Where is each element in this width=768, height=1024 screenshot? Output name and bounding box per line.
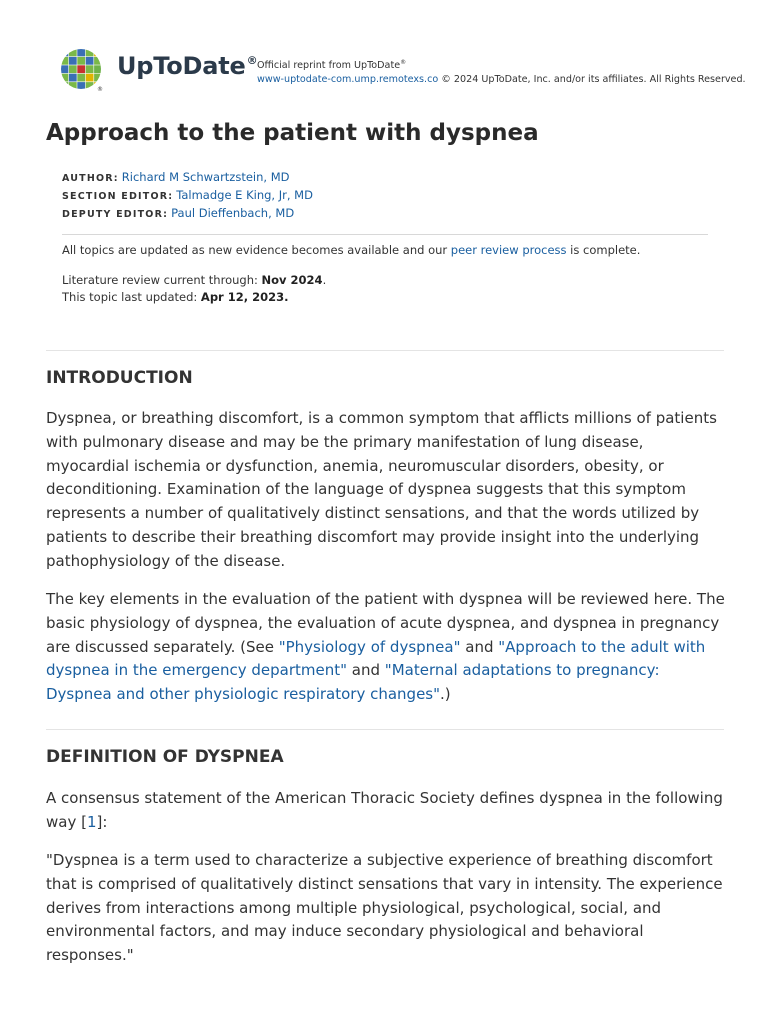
introduction-paragraph-2: [46, 588, 726, 707]
reference-1-link[interactable]: 1: [86, 812, 97, 831]
uptodate-logo-icon: [60, 48, 104, 92]
logo-tile: [77, 82, 85, 90]
logo-tile: [77, 57, 85, 65]
logo-tile: [86, 65, 94, 73]
logo-tile: [77, 49, 85, 57]
emergency-dyspnea-link[interactable]: "Approach to the adult with dyspnea in the emergency department": [46, 637, 706, 680]
logo-tile: [69, 49, 77, 57]
literature-review-line: [62, 272, 326, 289]
author-role: AUTHOR:: [62, 173, 119, 184]
section-editor-link[interactable]: Talmadge E King, Jr, MD: [176, 188, 313, 202]
logo-tile: [94, 74, 102, 82]
logo-tile: [61, 82, 69, 90]
deputy-editor-link[interactable]: Paul Dieffenbach, MD: [171, 206, 295, 220]
last-updated-line: [62, 289, 326, 306]
deputy-editor-role: DEPUTY EDITOR:: [62, 209, 169, 220]
section-divider: [46, 350, 724, 351]
p2-and-2: and: [347, 661, 385, 680]
logo-tile: [61, 74, 69, 82]
reprint-text: Official reprint from UpToDate: [257, 60, 401, 72]
logo-tile: [94, 65, 102, 73]
deputy-editor-line: [62, 205, 313, 223]
logo-tile: [94, 57, 102, 65]
section-divider: [46, 729, 724, 730]
review-dates: [62, 272, 326, 306]
definition-heading: DEFINITION OF DYSPNEA: [46, 747, 284, 767]
logo-tile: [77, 74, 85, 82]
copyright-text: © 2024 UpToDate, Inc. and/or its affiliates. All Rights Reserved.: [438, 74, 746, 86]
logo-tile: [77, 65, 85, 73]
logo-tile: [69, 82, 77, 90]
logo-tile: [61, 57, 69, 65]
logo-tile: [61, 65, 69, 73]
update-note: [62, 242, 640, 259]
last-updated-label: This topic last updated:: [62, 290, 201, 304]
last-updated-date: Apr 12, 2023.: [200, 290, 289, 304]
definition-quote: "Dyspnea is a term used to characterize a subjective experience of breathing discomfort that is comprised of qualitatively distinct sensations that vary in intensity. The experience derives from interactions among multiple physiological, psychological, social, and environmental factors, and may induce secondary physiological and behavioral responses.": [46, 851, 723, 965]
page-header: [60, 48, 746, 92]
brand-text: UpToDate: [117, 52, 246, 80]
site-link[interactable]: www-uptodate-com.ump.remotexs.co: [257, 74, 439, 86]
logo-tile: [69, 74, 77, 82]
author-link[interactable]: Richard M Schwartzstein, MD: [121, 170, 290, 184]
reprint-line: [257, 56, 746, 73]
copyright-line: [257, 73, 746, 87]
logo-tile: [94, 49, 102, 57]
brand-name: [117, 52, 257, 80]
maternal-adaptations-link[interactable]: "Maternal adaptations to pregnancy: Dyspnea and other physiologic respiratory changes": [46, 661, 660, 704]
literature-review-end: .: [322, 273, 327, 287]
definition-end: ]:: [96, 812, 108, 831]
logo-tile: [86, 74, 94, 82]
section-editor-role: SECTION EDITOR:: [62, 191, 174, 202]
brand-registered-mark: ®: [246, 54, 258, 67]
logo-tile: [86, 57, 94, 65]
literature-review-date: Nov 2024: [261, 273, 323, 287]
section-editor-line: [62, 187, 313, 205]
p2-and-1: and: [460, 637, 499, 656]
update-note-text: All topics are updated as new evidence becomes available and our: [62, 243, 451, 257]
logo-tile: [69, 57, 77, 65]
svg-text:®: ®: [97, 86, 103, 92]
introduction-heading: INTRODUCTION: [46, 368, 193, 388]
logo-tile: [86, 82, 94, 90]
author-line: [62, 169, 313, 187]
divider: [62, 234, 708, 235]
definition-text: A consensus statement of the American Thoracic Society defines dyspnea in the following way [: [46, 789, 723, 831]
update-note-end: is complete.: [566, 243, 641, 257]
page-title: Approach to the patient with dyspnea: [46, 120, 539, 146]
peer-review-link[interactable]: peer review process: [450, 243, 567, 257]
p2-text: The key elements in the evaluation of the patient with dyspnea will be reviewed here. The basic physiology of dyspnea, the evaluation of acute dyspnea, and dyspnea in pregnancy are discussed separately. (See: [46, 590, 725, 656]
p2-end: .): [440, 685, 451, 704]
definition-paragraph: [46, 787, 726, 835]
logo-tile: [86, 49, 94, 57]
logo-tile: [69, 65, 77, 73]
logo-tile: [61, 49, 69, 57]
literature-review-label: Literature review current through:: [62, 273, 262, 287]
physiology-of-dyspnea-link[interactable]: "Physiology of dyspnea": [278, 637, 461, 656]
contributors: [62, 169, 313, 223]
reprint-registered-mark: ®: [400, 59, 407, 66]
introduction-paragraph-1: Dyspnea, or breathing discomfort, is a common symptom that afflicts millions of patients with pulmonary disease and may be the primary manifestation of lung disease, myocardial ischemia or dysfunction, anemia, neuromuscular disorders, obesity, or deconditioning. Examination of the language of dyspnea suggests that this symptom represents a number of qualitatively distinct sensations, and that the words utilized by patients to describe their breathing discomfort may provide insight into the underlying pathophysiology of the disease.: [46, 409, 717, 570]
reprint-info: [257, 56, 746, 87]
